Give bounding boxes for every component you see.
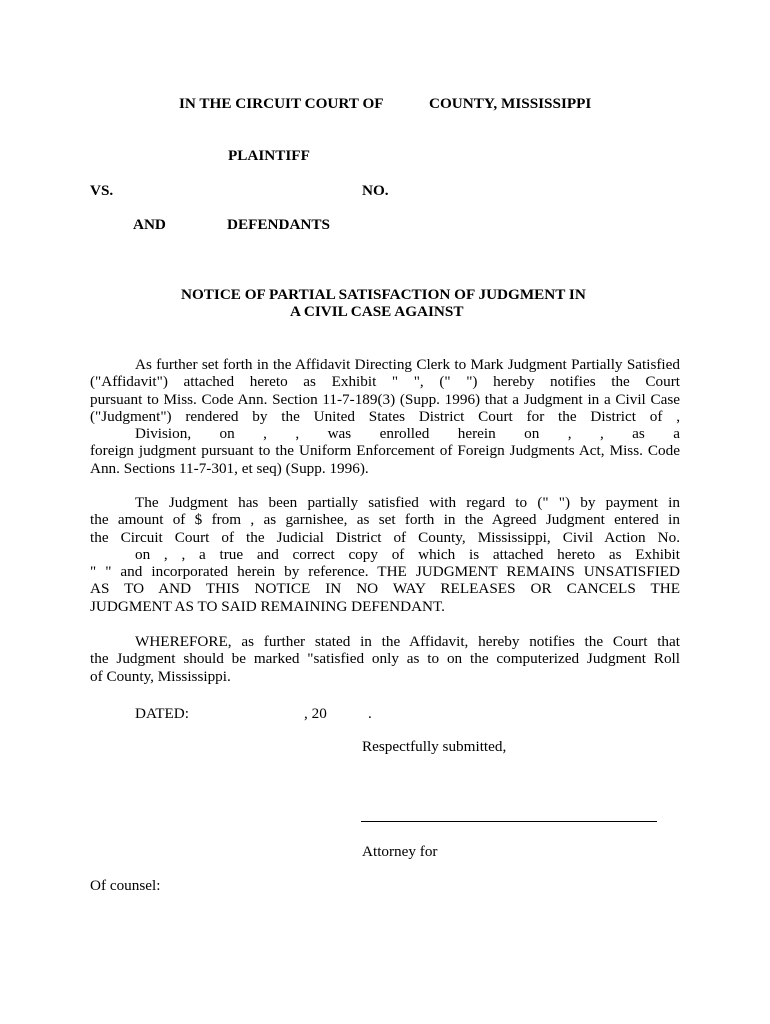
defendants-label: DEFENDANTS: [227, 216, 330, 233]
paragraph-line: JUDGMENT AS TO SAID REMAINING DEFENDANT.: [90, 597, 445, 615]
paragraph-line: foreign judgment pursuant to the Uniform Enforcement of Foreign Judgments Act, Miss. Code: [90, 442, 680, 460]
of-counsel-label: Of counsel:: [90, 877, 161, 894]
document-title-line-1: NOTICE OF PARTIAL SATISFACTION OF JUDGMENT IN: [181, 286, 586, 303]
court-heading-county: COUNTY, MISSISSIPPI: [429, 95, 592, 112]
paragraph-line: Ann. Sections 11-7-301, et seq) (Supp. 1996).: [90, 459, 369, 477]
paragraph-line: [90, 373, 680, 390]
paragraph-line: AS TO AND THIS NOTICE IN NO WAY RELEASES OR CANCELS THE: [90, 580, 680, 598]
attorney-for-label: Attorney for: [362, 843, 438, 860]
paragraph-line: on , , a true and correct copy of which is attached hereto as Exhibit: [135, 545, 680, 563]
versus-label: VS.: [90, 182, 114, 199]
dated-label: DATED:: [135, 705, 189, 722]
court-heading-prefix: IN THE CIRCUIT COURT OF: [179, 95, 384, 112]
signature-line: [361, 821, 657, 822]
paragraph-line: " " and incorporated herein by reference. THE JUDGMENT REMAINS UNSATISFIED: [90, 563, 680, 581]
paragraph-line: the Judgment should be marked "satisfied only as to on the computerized Judgment Roll: [90, 650, 680, 668]
paragraph-affidavit: [90, 356, 680, 477]
paragraph-line: The Judgment has been partially satisfied with regard to (" ") by payment in: [135, 494, 680, 511]
paragraph-partial-satisfaction: [90, 494, 680, 615]
dated-period: .: [368, 705, 372, 722]
paragraph-line: the Circuit Court of the Judicial District of County, Mississippi, Civil Action No.: [90, 528, 680, 546]
paragraph-line: of County, Mississippi.: [90, 667, 231, 685]
paragraph-line: pursuant to Miss. Code Ann. Section 11-7-189(3) (Supp. 1996) that a Judgment in a Civil Case: [90, 390, 680, 408]
respectfully-submitted: Respectfully submitted,: [362, 738, 507, 755]
case-number-label: NO.: [362, 182, 389, 199]
paragraph-line: the amount of $ from , as garnishee, as set forth in the Agreed Judgment entered in: [90, 511, 680, 529]
dated-year: , 20: [304, 705, 327, 722]
paragraph-line: ("Judgment") rendered by the United States District Court for the District of ,: [90, 407, 680, 425]
paragraph-line: As further set forth in the Affidavit Directing Clerk to Mark Judgment Partially Satisfied: [135, 356, 680, 373]
paragraph-line: Division, on , , was enrolled herein on , , as a: [135, 425, 680, 443]
paragraph-wherefore: [90, 633, 680, 685]
and-label: AND: [133, 216, 166, 233]
paragraph-line: WHEREFORE, as further stated in the Affidavit, hereby notifies the Court that: [135, 633, 680, 650]
document-title-line-2: A CIVIL CASE AGAINST: [290, 303, 464, 320]
plaintiff-label: PLAINTIFF: [228, 147, 310, 164]
paragraph-line-text: ("Affidavit") attached hereto as Exhibit " ", (" ") hereby notifies the Court: [90, 373, 680, 391]
